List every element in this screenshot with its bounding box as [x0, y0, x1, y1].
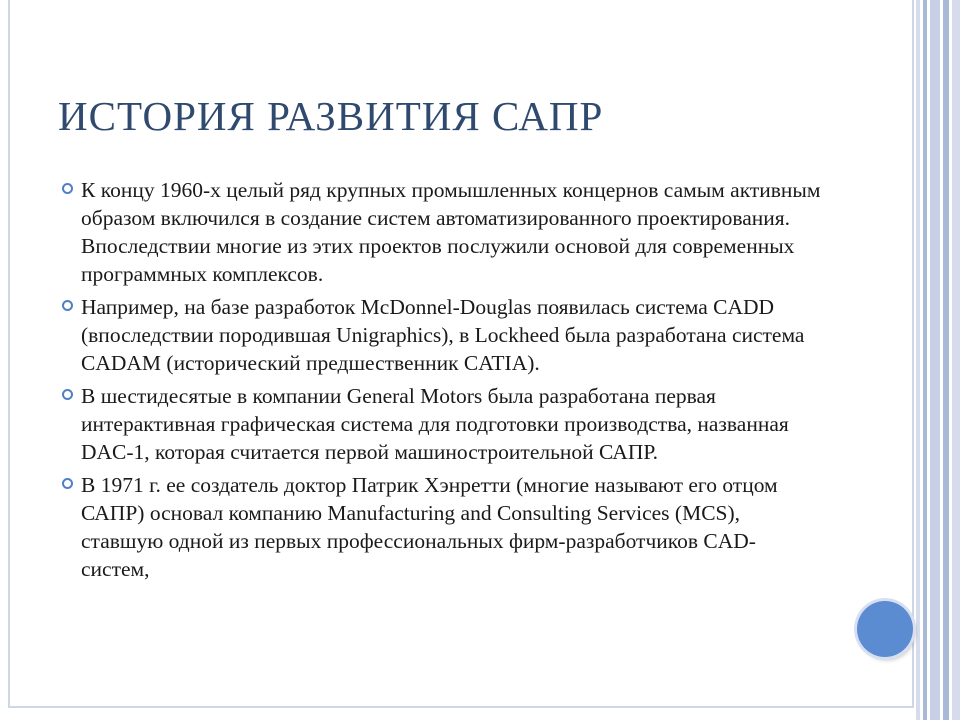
circle-bullet-icon [62, 300, 73, 311]
bullet-text: К концу 1960-х целый ряд крупных промышленных концернов самым активным образом включился в создание систем автоматизированного проектирования. Впоследствии многие из этих проектов послужили основой для современных программных комплексов. [81, 178, 821, 286]
bullet-text: В 1971 г. ее создатель доктор Патрик Хэнретти (многие называют его отцом САПР) основал компанию Manufacturing and Consulting Services (MCS), ставшую одной из первых профессиональных фирм-разработчиков CAD-систем, [81, 473, 778, 581]
stripe [916, 0, 920, 720]
circle-nav-button[interactable] [857, 601, 913, 657]
bullet-text: Например, на базе разработок McDonnel-Douglas появилась система CADD (впоследствии породившая Unigraphics), в Lockheed была разработана система CADAM (исторический предшественник CATIA). [81, 295, 805, 375]
slide-title: ИСТОРИЯ РАЗВИТИЯ САПР [58, 93, 604, 139]
bullet-list [62, 176, 822, 588]
stripe [923, 0, 927, 720]
stripe [952, 0, 960, 720]
stripe [930, 0, 940, 720]
decorative-stripes [916, 0, 960, 720]
stripe [943, 0, 949, 720]
list-item [62, 382, 822, 466]
list-item [62, 293, 822, 377]
circle-bullet-icon [62, 478, 73, 489]
bullet-text: В шестидесятые в компании General Motors была разработана первая интерактивная графическая система для подготовки производства, названная DAC-1, которая считается первой машиностроительной САПР. [81, 384, 789, 464]
circle-bullet-icon [62, 183, 73, 194]
list-item [62, 471, 822, 583]
circle-bullet-icon [62, 389, 73, 400]
list-item [62, 176, 822, 288]
